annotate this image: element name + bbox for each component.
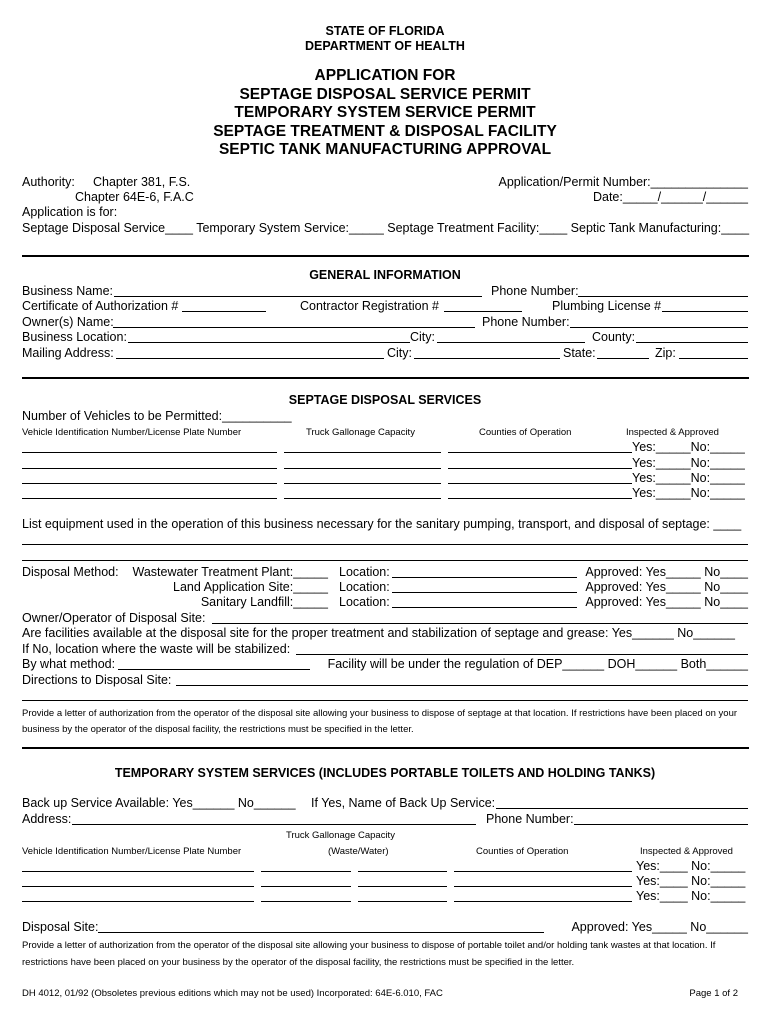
application-type-line[interactable]: Septage Disposal Service____ Temporary System Service:_____ Septage Treatment Facility:____ Septic Tank Manufacturing:____ [22, 221, 750, 235]
by-what-method-field[interactable] [118, 669, 310, 670]
waste-water-column-header: (Waste/Water) [328, 846, 389, 857]
business-city-field[interactable] [437, 342, 585, 343]
authority-chapter-381: Chapter 381, F.S. [93, 175, 191, 189]
vehicle-id-field[interactable] [22, 498, 277, 499]
inspected-column-header: Inspected & Approved [626, 427, 719, 438]
equipment-list-field[interactable] [22, 544, 748, 545]
counties-field[interactable] [448, 468, 632, 469]
inspected-yes-no-field[interactable]: Yes:____ No:_____ [636, 859, 746, 873]
vehicle-id-field[interactable] [22, 901, 254, 902]
form-identifier: DH 4012, 01/92 (Obsoletes previous editions which may not be used) Incorporated: 64E-6.010, FAC [22, 988, 443, 999]
inspected-yes-no-field[interactable]: Yes:____ No:_____ [636, 889, 746, 903]
waste-capacity-field[interactable] [261, 871, 351, 872]
vehicle-id-field[interactable] [22, 452, 277, 453]
backup-service-field[interactable]: Back up Service Available: Yes______ No______ [22, 796, 296, 810]
title-line-4: SEPTAGE TREATMENT & DISPOSAL FACILITY [213, 122, 557, 140]
sanitary-landfill-field[interactable]: Sanitary Landfill:_____ [200, 595, 328, 609]
state-name: STATE OF FLORIDA [325, 24, 445, 38]
business-name-field[interactable] [114, 296, 482, 297]
inspected-column-header: Inspected & Approved [640, 846, 733, 857]
disposal-site-label: Disposal Site: [22, 920, 99, 934]
location-field[interactable] [392, 592, 577, 593]
business-name-label: Business Name: [22, 284, 114, 298]
truck-capacity-column-header: Truck Gallonage Capacity [286, 830, 395, 841]
counties-column-header: Counties of Operation [476, 846, 569, 857]
authority-chapter-64e6: Chapter 64E-6, F.A.C [75, 190, 194, 204]
owners-name-label: Owner(s) Name: [22, 315, 114, 329]
county-field[interactable] [636, 342, 748, 343]
backup-phone-label: Phone Number: [486, 812, 574, 826]
vehicle-id-column-header: Vehicle Identification Number/License Plate Number [22, 427, 242, 438]
water-capacity-field[interactable] [358, 871, 447, 872]
counties-field[interactable] [448, 498, 632, 499]
approved-yes-no-field[interactable]: Approved: Yes_____ No____ [585, 595, 748, 609]
disposal-site-field[interactable] [98, 932, 544, 933]
water-capacity-field[interactable] [358, 886, 447, 887]
phone-number-field[interactable] [578, 296, 748, 297]
mailing-address-field[interactable] [116, 358, 384, 359]
counties-field[interactable] [454, 886, 632, 887]
vehicle-id-field[interactable] [22, 483, 277, 484]
vehicles-to-be-permitted-field[interactable]: Number of Vehicles to be Permitted:__________ [22, 409, 292, 423]
contractor-registration-label: Contractor Registration # [300, 299, 439, 313]
if-no-location-label: If No, location where the waste will be stabilized: [22, 642, 291, 656]
water-capacity-field[interactable] [358, 901, 447, 902]
directions-label: Directions to Disposal Site: [22, 673, 172, 687]
backup-service-name-field[interactable] [496, 808, 748, 809]
disposal-method-label: Disposal Method: [22, 565, 119, 579]
business-location-label: Business Location: [22, 330, 127, 344]
state-field[interactable] [597, 358, 649, 359]
section-divider [22, 255, 749, 257]
approved-yes-no-field[interactable]: Approved: Yes_____ No____ [585, 580, 748, 594]
truck-capacity-field[interactable] [284, 468, 441, 469]
backup-address-label: Address: [22, 812, 72, 826]
truck-capacity-field[interactable] [284, 452, 441, 453]
plumbing-license-field[interactable] [662, 311, 748, 312]
business-location-field[interactable] [128, 342, 410, 343]
business-city-label: City: [410, 330, 435, 344]
section-divider [22, 747, 749, 749]
county-label: County: [592, 330, 636, 344]
equipment-list-label: List equipment used in the operation of this business necessary for the sanitary pumping, transport, and disposal of septage: ____ [22, 517, 742, 531]
general-information-heading: GENERAL INFORMATION [309, 268, 461, 282]
counties-field[interactable] [448, 483, 632, 484]
department-name: DEPARTMENT OF HEALTH [305, 39, 465, 53]
application-is-for-label: Application is for: [22, 205, 118, 219]
temporary-authorization-note: Provide a letter of authorization from the operator of the disposal site allowing your business to dispose of portable toilet and/or holding tank wastes at that location. If restrictions have been placed on your business by the operator of the disposal facility, the restrictions must be specified in the letter. [22, 940, 716, 968]
owner-operator-field[interactable] [212, 623, 748, 624]
temporary-system-heading: TEMPORARY SYSTEM SERVICES (INCLUDES PORTABLE TOILETS AND HOLDING TANKS) [114, 766, 656, 780]
disposal-site-approved-field[interactable]: Approved: Yes_____ No______ [571, 920, 748, 934]
backup-service-name-label: If Yes, Name of Back Up Service: [311, 796, 496, 810]
inspected-yes-no-field[interactable]: Yes:_____No:_____ [632, 456, 745, 470]
counties-field[interactable] [454, 871, 632, 872]
mailing-address-label: Mailing Address: [22, 346, 114, 360]
septage-authorization-note: Provide a letter of authorization from the operator of the disposal site allowing your business to dispose of septage at that location. If restrictions have been placed on your business by the operator of the disposal facility, the restrictions must be specified in the letter. [22, 708, 738, 735]
regulation-field[interactable]: Facility will be under the regulation of DEP______ DOH______ Both______ [327, 657, 748, 671]
waste-capacity-field[interactable] [261, 901, 351, 902]
wastewater-treatment-plant-field[interactable]: Wastewater Treatment Plant:_____ [132, 565, 328, 579]
if-no-location-field[interactable] [296, 654, 748, 655]
approved-yes-no-field[interactable]: Approved: Yes_____ No____ [585, 565, 748, 579]
date-field[interactable]: Date:_____/______/______ [592, 190, 748, 204]
plumbing-license-label: Plumbing License # [552, 299, 662, 313]
vehicle-id-field[interactable] [22, 871, 254, 872]
zip-label: Zip: [655, 346, 676, 360]
title-line-2: SEPTAGE DISPOSAL SERVICE PERMIT [239, 85, 531, 103]
inspected-yes-no-field[interactable]: Yes:_____No:_____ [632, 486, 745, 500]
certificate-authorization-label: Certificate of Authorization # [22, 299, 179, 313]
page-number: Page 1 of 2 [689, 988, 738, 999]
owner-phone-number-field[interactable] [570, 327, 748, 328]
location-label: Location: [339, 565, 390, 579]
title-line-1: APPLICATION FOR [314, 67, 456, 84]
application-permit-number-field[interactable]: Application/Permit Number:______________ [498, 175, 748, 189]
truck-capacity-column-header: Truck Gallonage Capacity [306, 427, 415, 438]
inspected-yes-no-field[interactable]: Yes:_____No:_____ [632, 471, 745, 485]
truck-capacity-field[interactable] [284, 498, 441, 499]
mailing-city-field[interactable] [414, 358, 560, 359]
location-label: Location: [339, 580, 390, 594]
contractor-registration-field[interactable] [444, 311, 522, 312]
inspected-yes-no-field[interactable]: Yes:____ No:_____ [636, 874, 746, 888]
truck-capacity-field[interactable] [284, 483, 441, 484]
equipment-list-field[interactable] [22, 560, 748, 561]
vehicle-id-field[interactable] [22, 886, 254, 887]
land-application-site-field[interactable]: Land Application Site:_____ [173, 580, 328, 594]
zip-field[interactable] [679, 358, 748, 359]
vehicle-id-field[interactable] [22, 468, 277, 469]
state-label: State: [563, 346, 596, 360]
certificate-authorization-field[interactable] [182, 311, 266, 312]
by-what-method-label: By what method: [22, 657, 116, 671]
owner-phone-number-label: Phone Number: [482, 315, 570, 329]
authority-label: Authority: [22, 175, 75, 189]
counties-field[interactable] [454, 901, 632, 902]
title-line-5: SEPTIC TANK MANUFACTURING APPROVAL [218, 141, 552, 158]
location-field[interactable] [392, 607, 577, 608]
section-divider [22, 377, 749, 379]
backup-phone-field[interactable] [574, 824, 748, 825]
owner-operator-label: Owner/Operator of Disposal Site: [22, 611, 206, 625]
phone-number-label: Phone Number: [491, 284, 579, 298]
waste-capacity-field[interactable] [261, 886, 351, 887]
inspected-yes-no-field[interactable]: Yes:_____No:_____ [632, 440, 745, 454]
septage-disposal-heading: SEPTAGE DISPOSAL SERVICES [288, 393, 482, 407]
mailing-city-label: City: [387, 346, 412, 360]
location-field[interactable] [392, 577, 577, 578]
counties-column-header: Counties of Operation [479, 427, 572, 438]
title-line-3: TEMPORARY SYSTEM SERVICE PERMIT [234, 104, 536, 121]
directions-field[interactable] [22, 700, 748, 701]
owners-name-field[interactable] [113, 327, 475, 328]
facilities-available-question[interactable]: Are facilities available at the disposal site for the proper treatment and stabilization of septage and grease: Yes______ No______ [22, 626, 735, 640]
backup-address-field[interactable] [72, 824, 476, 825]
counties-field[interactable] [448, 452, 632, 453]
vehicle-id-column-header: Vehicle Identification Number/License Plate Number [22, 846, 242, 857]
location-label: Location: [339, 595, 390, 609]
directions-field[interactable] [176, 685, 748, 686]
